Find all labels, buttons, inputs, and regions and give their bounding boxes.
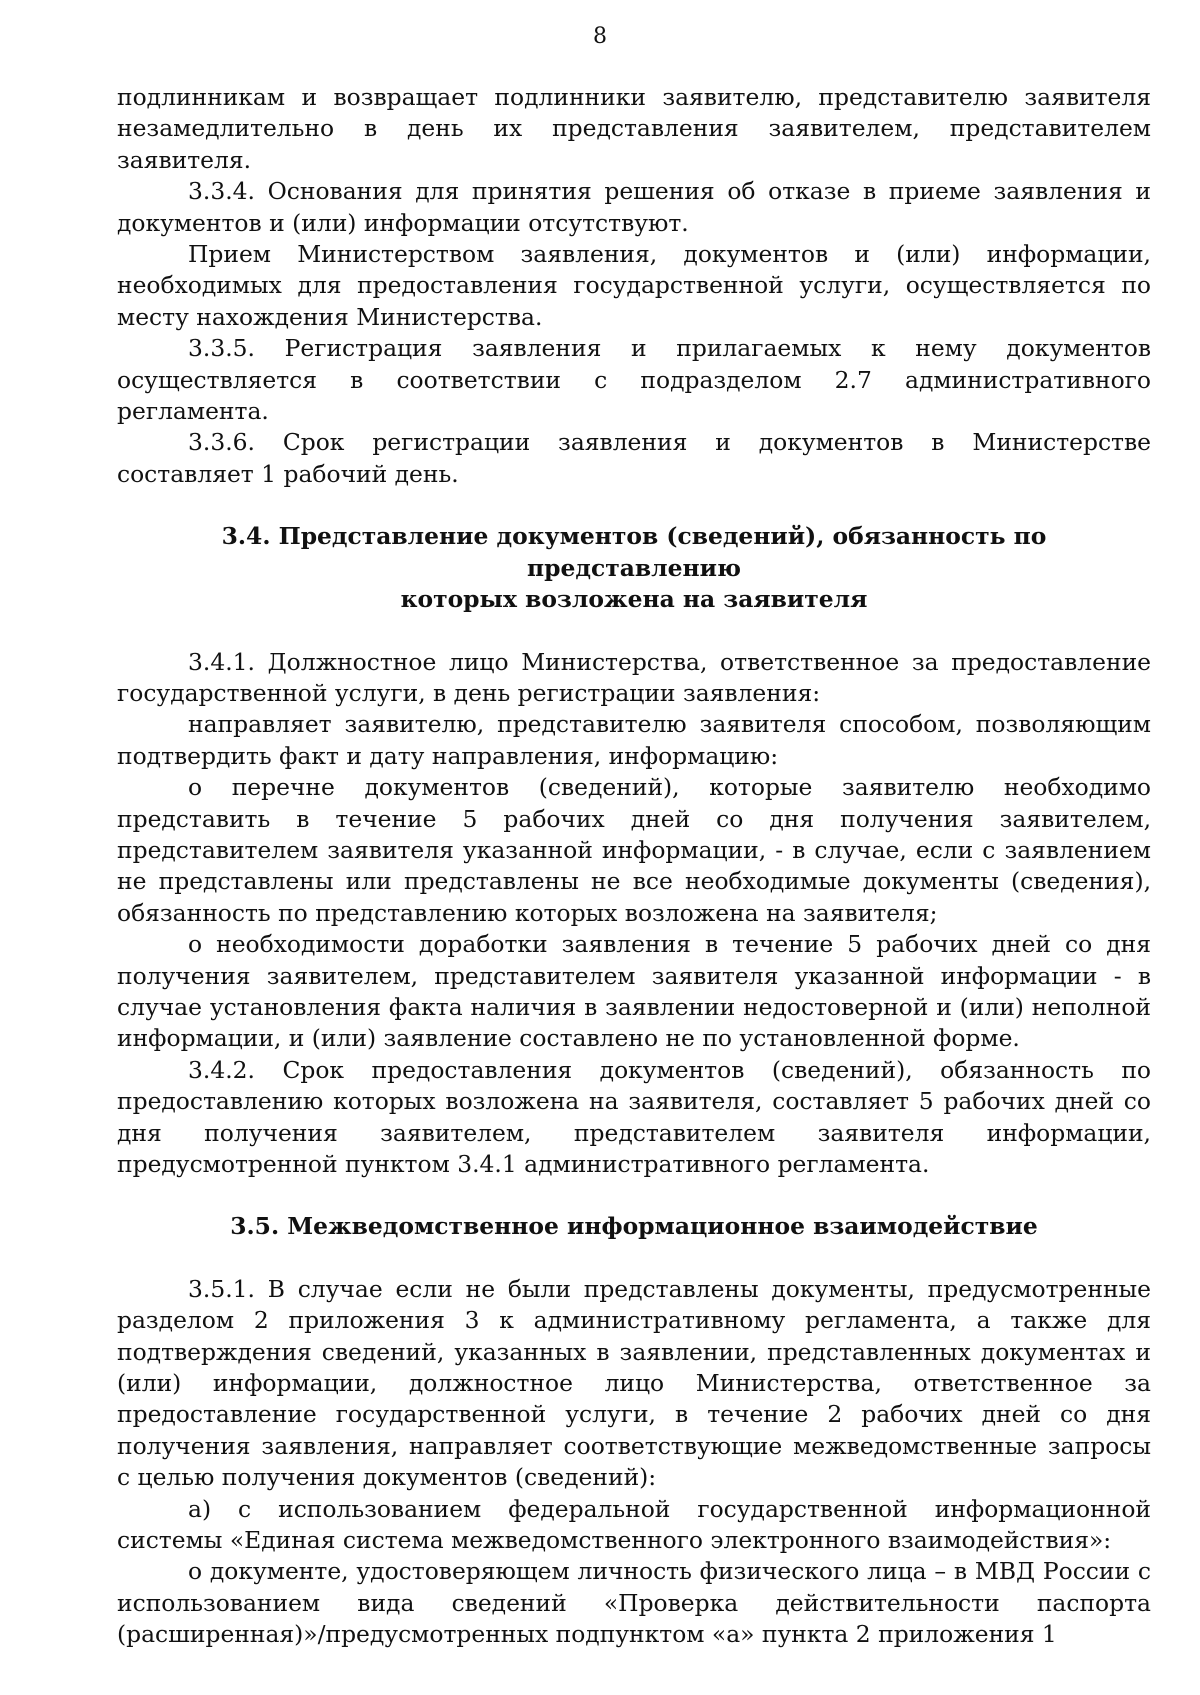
- paragraph-reception: Прием Министерством заявления, документов и (или) информации, необходимых для предоставления государственной услуги, осуществляется по месту нахождения Министерства.: [117, 240, 1151, 331]
- paragraph-3-3-5: 3.3.5. Регистрация заявления и прилагаемых к нему документов осуществляется в соответствии с подразделом 2.7 административного регламента.: [117, 334, 1151, 426]
- paragraph-sends-info: направляет заявителю, представителю заявителя способом, позволяющим подтвердить факт и дату направления, информацию:: [117, 710, 1151, 770]
- paragraph-continuation: подлинникам и возвращает подлинники заявителю, представителю заявителя незамедлительно в день их представления заявителем, представителем заявителя.: [117, 83, 1151, 174]
- paragraph-3-3-4: 3.3.4. Основания для принятия решения об отказе в приеме заявления и документов и (или) информации отсутствуют.: [117, 177, 1151, 237]
- paragraph-3-5-1: 3.5.1. В случае если не были представлены документы, предусмотренные разделом 2 приложения 3 к административному регламента, а также для подтверждения сведений, указанных в заявлении, представленных документах и (или) информации, должностное лицо Министерства, ответственное за предоставление государственной услуги, в течение 2 рабочих дней со дня получения заявления, направляет соответствующие межведомственные запросы с целью получения документов (сведений):: [117, 1274, 1151, 1492]
- paragraph-3-3-6: 3.3.6. Срок регистрации заявления и документов в Министерстве составляет 1 рабочий день.: [117, 428, 1151, 488]
- document-body: [117, 82, 1151, 1651]
- section-heading-3-4: [117, 521, 1151, 615]
- paragraph-identity-document: о документе, удостоверяющем личность физического лица – в МВД России с использованием вида сведений «Проверка действительности паспорта (расширенная)»/предусмотренных подпунктом «а» пункта 2 приложения 1: [117, 1557, 1151, 1649]
- paragraph-smev: а) с использованием федеральной государственной информационной системы «Единая система межведомственного электронного взаимодействия»:: [117, 1494, 1151, 1555]
- paragraph-3-4-1: 3.4.1. Должностное лицо Министерства, ответственное за предоставление государственной услуги, в день регистрации заявления:: [117, 647, 1151, 707]
- page-number: 8: [593, 24, 607, 49]
- section-heading-3-5: 3.5. Межведомственное информационное взаимодействие: [230, 1212, 1038, 1241]
- paragraph-document-list: о перечне документов (сведений), которые заявителю необходимо представить в течение 5 рабочих дней со дня получения заявителем, представителем заявителя указанной информации, - в случае, если с заявлением не представлены или представлены не все необходимые документы (сведения), обязанность по представлению которых возложена на заявителя;: [117, 773, 1151, 927]
- paragraph-3-4-2: 3.4.2. Срок предоставления документов (сведений), обязанность по предоставлению которых возложена на заявителя, составляет 5 рабочих дней со дня получения заявителем, представителем заявителя информации, предусмотренной пунктом 3.4.1 административного регламента.: [117, 1055, 1151, 1178]
- paragraph-revision: о необходимости доработки заявления в течение 5 рабочих дней со дня получения заявителем, представителем заявителя указанной информации - в случае установления факта наличия в заявлении недостоверной и (или) неполной информации, и (или) заявление составлено не по установленной форме.: [117, 930, 1151, 1053]
- section-heading-3-4-line1: 3.4. Представление документов (сведений), обязанность по представлению: [221, 522, 1047, 582]
- section-heading-3-4-line2: которых возложена на заявителя: [400, 585, 868, 614]
